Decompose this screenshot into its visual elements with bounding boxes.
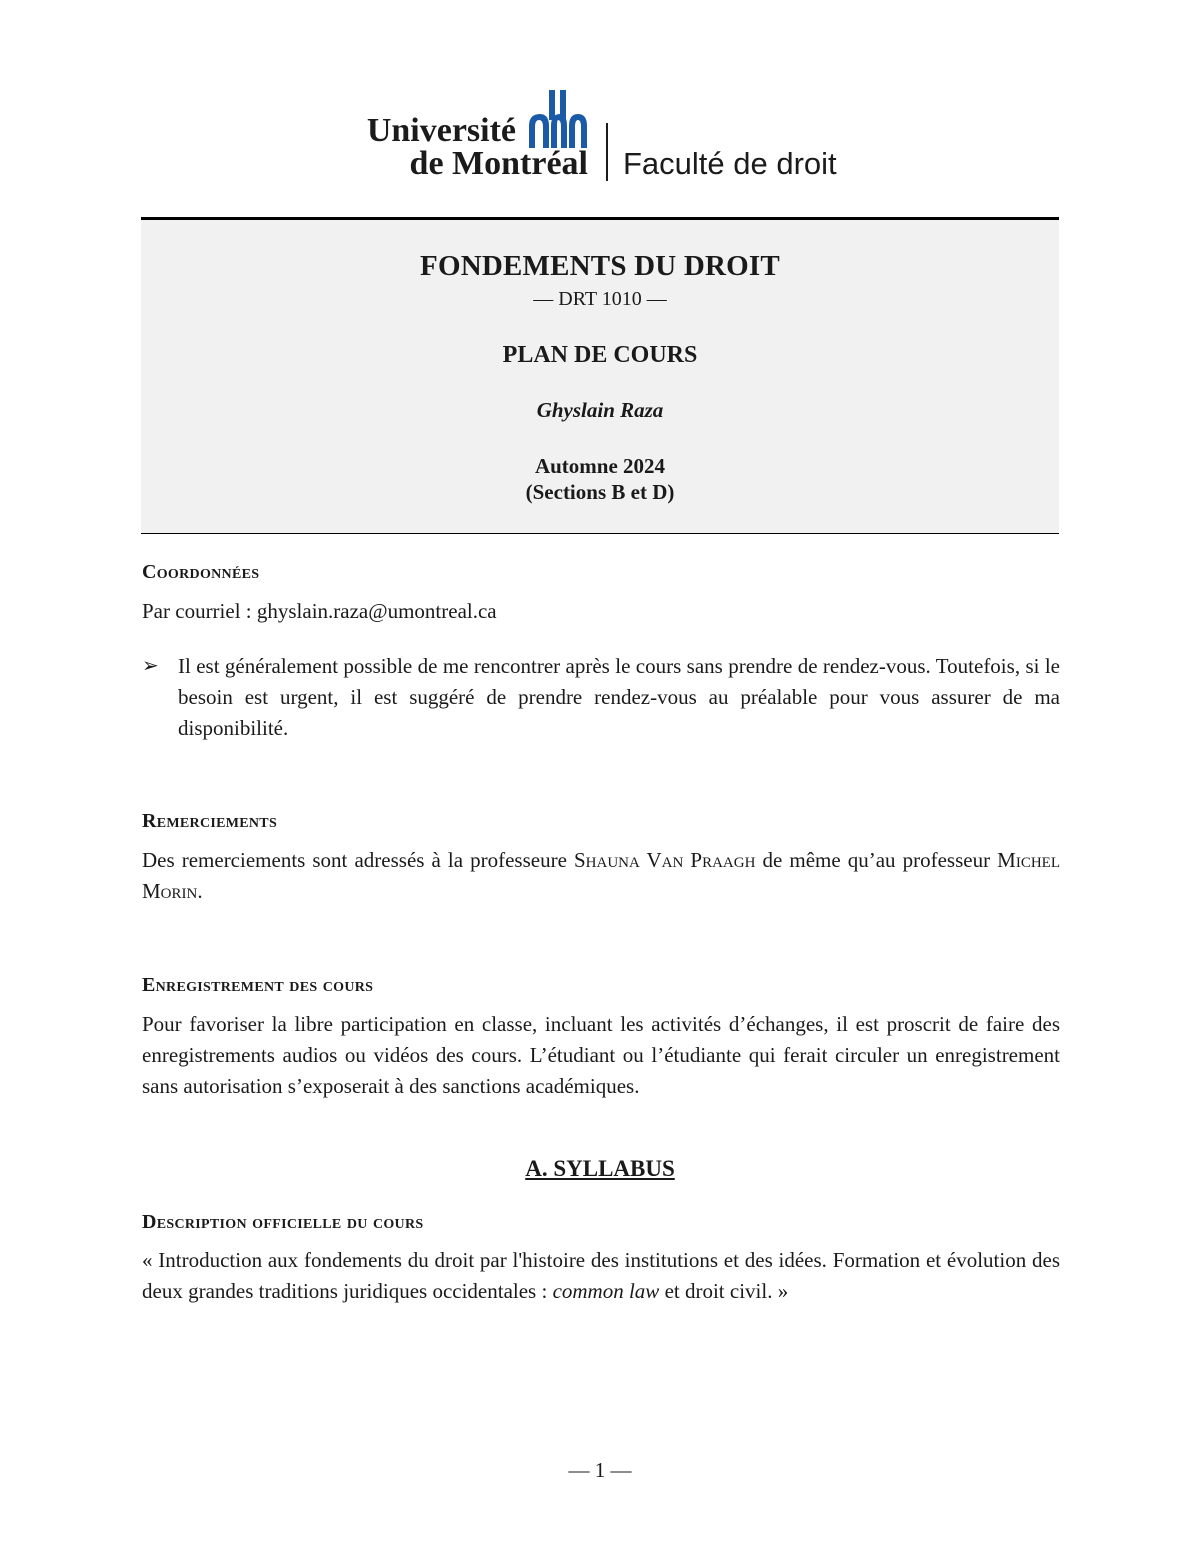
description-text xyxy=(142,1245,1060,1307)
remerciements-text-2: de même qu’au professeur xyxy=(755,848,998,872)
title-box xyxy=(141,217,1059,534)
remerciements-section xyxy=(142,810,1060,833)
description-text-2: et droit civil. » xyxy=(659,1279,789,1303)
description-body xyxy=(142,1245,1060,1307)
enregistrement-body xyxy=(142,1009,1060,1102)
remerciements-text xyxy=(142,845,1060,907)
plan-title: PLAN DE COURS xyxy=(502,342,698,368)
syllabus-heading: A. SYLLABUS xyxy=(525,1156,675,1181)
course-code: — DRT 1010 — xyxy=(533,288,667,310)
remerciements-text-1: Des remerciements sont adressés à la professeure xyxy=(142,848,574,872)
coordonnees-heading: Coordonnées xyxy=(142,561,260,583)
description-italic: common law xyxy=(552,1279,660,1303)
instructor-name: Ghyslain Raza xyxy=(536,398,664,422)
faculty-name: Faculté de droit xyxy=(623,146,837,181)
university-name-line2: de Montréal xyxy=(409,145,588,182)
university-name-line1: Université xyxy=(366,112,516,149)
professor-name-2: Michel Morin xyxy=(142,848,1060,903)
description-heading: Description officielle du cours xyxy=(142,1211,424,1233)
term: Automne 2024 xyxy=(534,454,666,478)
remerciements-body xyxy=(142,845,1060,907)
sections: (Sections B et D) xyxy=(525,480,675,504)
course-title: FONDEMENTS DU DROIT xyxy=(420,250,780,282)
coordonnees-section xyxy=(142,561,1060,584)
enregistrement-text: Pour favoriser la libre participation en classe, incluant les activités d’échanges, il est proscrit de faire des enregistrements audios ou vidéos des cours. L’étudiant ou l’étudiante qui ferait circuler un enregistrement sans autorisation s’exposerait à des sanctions académiques. xyxy=(142,1012,1060,1098)
page-number: — 1 — xyxy=(568,1458,632,1482)
description-text-1: « Introduction aux fondements du droit par l'histoire des institutions et des idées. Formation et évolution des deux grandes traditions juridiques occidentales : xyxy=(142,1248,1060,1303)
university-logo xyxy=(355,90,855,185)
remerciements-text-3: . xyxy=(197,879,203,903)
description-section xyxy=(142,1211,1060,1234)
udem-logo-icon xyxy=(527,90,589,150)
arrow-bullet-icon: ➢ xyxy=(142,655,159,677)
enregistrement-section xyxy=(142,974,1060,997)
email-line xyxy=(142,596,1060,627)
logo-separator xyxy=(606,123,608,181)
availability-text: Il est généralement possible de me rencontrer après le cours sans prendre de rendez-vous. Toutefois, si le besoin est urgent, il est suggéré de prendre rendez-vous au préalable pour vous assurer de ma disponibilité. xyxy=(178,654,1060,740)
enregistrement-heading: Enregistrement des cours xyxy=(142,974,374,996)
professor-name-1: Shauna Van Praagh xyxy=(573,848,756,872)
email-text: Par courriel : ghyslain.raza@umontreal.ca xyxy=(142,599,497,623)
remerciements-heading: Remerciements xyxy=(142,810,278,832)
